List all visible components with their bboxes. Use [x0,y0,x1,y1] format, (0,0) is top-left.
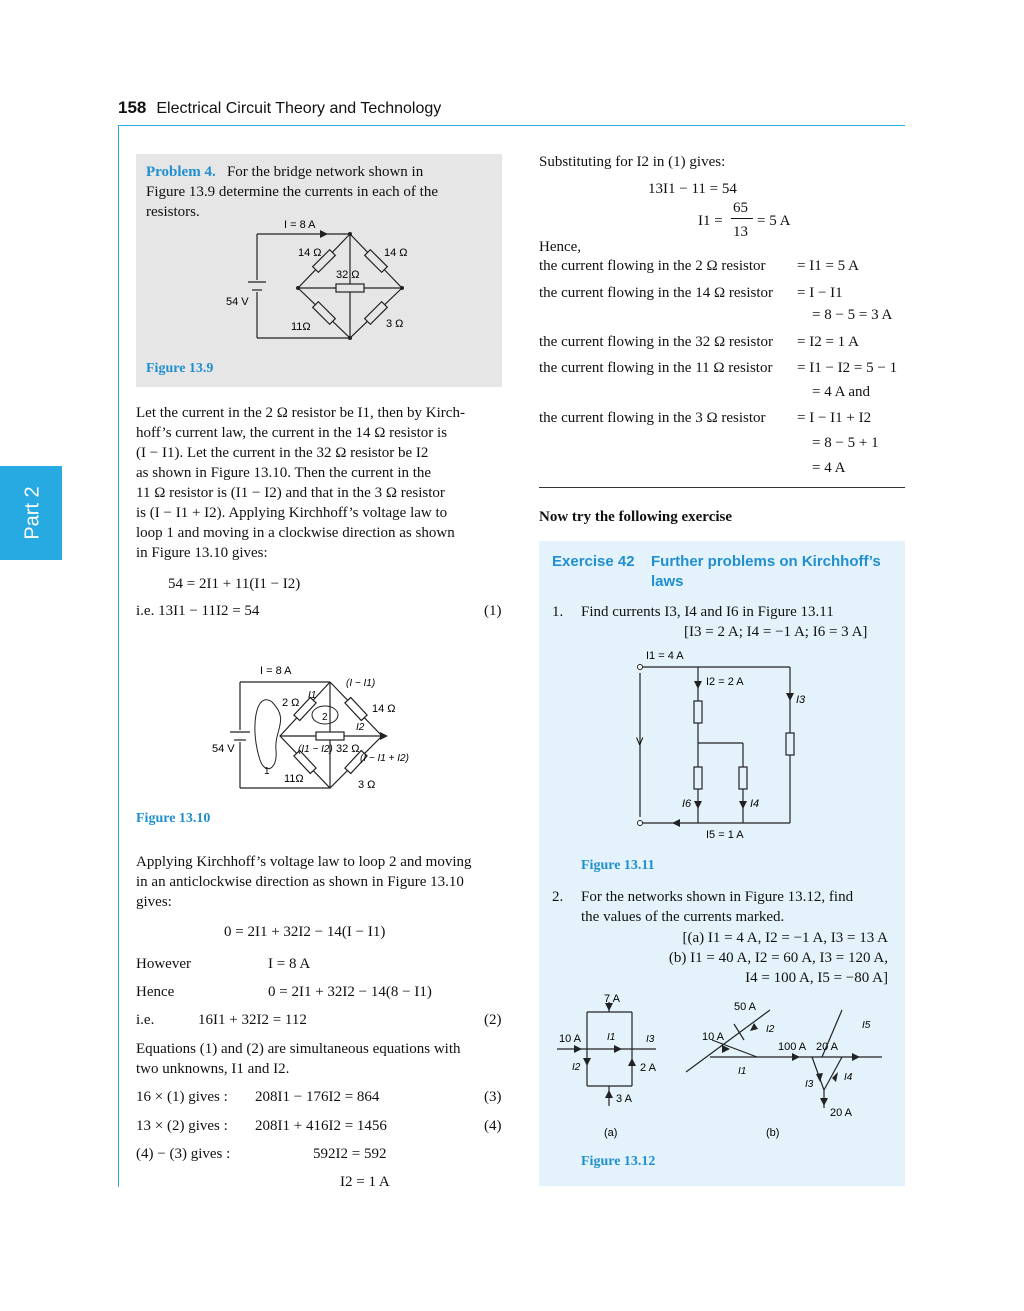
right-c1-label: the current flowing in the 2 Ω resistor [539,258,766,274]
header-rule [118,125,905,126]
row1-equation: 208I1 − 176I2 = 864 [255,1089,380,1105]
row2-equation: 208I1 + 416I2 = 1456 [255,1118,387,1134]
hence-label: Hence [136,984,175,1000]
fig139-r14-label: 14 Ω [384,247,408,259]
problem-line-2: Figure 13.9 determine the currents in each of the [146,184,438,200]
fig1312a-10a-label: 10 A [559,1033,582,1045]
fig1312a-i1-label: I1 [607,1032,616,1043]
fig1312b-i5-label: I5 [862,1020,871,1031]
right-c4-result: = 4 A and [812,384,871,400]
figure-13-12-caption: Figure 13.12 [581,1154,656,1169]
page-header [118,98,441,118]
fig1310-r2-label: 2 Ω [282,697,300,709]
right-c4-label: the current flowing in the 11 Ω resistor [539,360,773,376]
exercise-2-text-2: the values of the currents marked. [581,909,785,925]
fraction-bar [731,218,753,219]
ie-label: i.e. [136,1012,155,1028]
fig1311-i4-label: I4 [750,798,760,810]
equation-1: 54 = 2I1 + 11(I1 − I2) [168,576,301,592]
left-p7: loop 1 and moving in a clockwise direction as shown [136,525,455,541]
fig1312a-i3-label: I3 [646,1034,655,1045]
fig139-voltage-label: 54 V [226,296,249,308]
page-number: 158 [118,98,147,117]
right-c5-step: = 8 − 5 + 1 [812,435,879,451]
left-q1: Applying Kirchhoff’s voltage law to loop 2 and moving [136,854,472,870]
right-s3-numerator: 65 [733,200,748,216]
fig1312b-10a-label: 10 A [702,1031,725,1043]
right-s3-rhs: = 5 A [757,213,791,229]
fig1312b-100a-label: 100 A [778,1041,807,1053]
left-q4: Equations (1) and (2) are simultaneous equations with [136,1041,461,1057]
fig1312a-i2-label: I2 [572,1062,581,1073]
fig1311-i1-label: I1 = 4 A [646,650,684,662]
equation-4: I = 8 A [268,956,311,972]
fig1310-loop1-label: 1 [264,766,270,777]
fig1310-r11-label: 11Ω [284,773,304,785]
row1-number: (3) [484,1089,502,1105]
row3-equation: 592I2 = 592 [313,1146,387,1162]
left-p3: (I − I1). Let the current in the 32 Ω resistor be I2 [136,445,429,461]
right-s1: Substituting for I2 in (1) gives: [539,154,726,170]
right-c2-result: = 8 − 5 = 3 A [812,307,893,323]
right-c3-value: = I2 = 1 A [797,334,859,350]
right-s3-lhs: I1 = [698,213,723,229]
right-c3-label: the current flowing in the 32 Ω resistor [539,334,774,350]
fig1310-i-minus-i1-label: (I − I1) [346,678,376,689]
figure-13-12-diagram [552,990,892,1140]
figure-13-9-diagram [136,210,502,350]
fig139-current-label: I = 8 A [284,219,316,231]
part-tab-label: Part 2 [21,486,44,540]
exercise-2-text-1: For the networks shown in Figure 13.12, find [581,889,854,905]
fig139-r32-label: 32 Ω [336,269,360,281]
fig1310-voltage-label: 54 V [212,743,235,755]
row2-number: (4) [484,1118,502,1134]
fig1312b-20a-bottom-label: 20 A [830,1107,853,1119]
problem-line-1 [146,162,423,182]
fig1310-r32-label: 32 Ω [336,743,360,755]
fig1310-current-label: I = 8 A [260,665,292,677]
right-c1-value: = I1 = 5 A [797,258,859,274]
row3-label: (4) − (3) gives : [136,1146,231,1162]
fig1312a-2a-label: 2 A [640,1062,656,1074]
however-label: However [136,956,191,972]
right-c5-value: = I − I1 + I2 [797,410,872,426]
fig1310-i2-label: I2 [356,722,365,733]
left-p5: 11 Ω resistor is (I1 − I2) and that in the 3 Ω resistor [136,485,445,501]
figure-13-11-caption: Figure 13.11 [581,858,655,873]
part-tab [0,466,62,560]
exercise-2-answer-1: [(a) I1 = 4 A, I2 = −1 A, I3 = 13 A [682,930,888,946]
equation-3: 0 = 2I1 + 32I2 − 14(I − I1) [224,924,386,940]
equation-6-number: (2) [484,1012,502,1028]
equation-6: 16I1 + 32I2 = 112 [198,1012,307,1028]
row1-label: 16 × (1) gives : [136,1089,228,1105]
fig139-r3-label: 3 Ω [386,318,404,330]
exercise-intro: Now try the following exercise [539,509,733,525]
exercise-1-text: Find currents I3, I4 and I6 in Figure 13.11 [581,604,834,620]
fig1312b-i1-label: I1 [738,1066,747,1077]
margin-rule [118,125,119,1187]
figure-13-10-diagram [200,660,430,795]
fig1311-v-label: V [636,736,644,748]
exercise-number: Exercise 42 [552,553,635,570]
fig1312a-7a-label: 7 A [604,993,620,1005]
fig1311-i2-label: I2 = 2 A [706,676,744,688]
fig1310-i1-label: I1 [308,690,317,701]
figure-13-11-diagram [620,645,820,845]
equation-2: i.e. 13I1 − 11I2 = 54 [136,603,260,619]
fig1311-i6-label: I6 [682,798,692,810]
fig139-r11-label: 11Ω [291,321,311,333]
left-q3: gives: [136,894,172,910]
fig1312b-50a-label: 50 A [734,1001,757,1013]
fig1310-i1-minus-i2-label: (I1 − I2) [298,744,333,755]
fig1312a-3a-label: 3 A [616,1093,632,1105]
figure-13-9-caption: Figure 13.9 [146,361,214,376]
left-p1: Let the current in the 2 Ω resistor be I1, then by Kirch- [136,405,465,421]
fig1312b-i3-label: I3 [805,1079,814,1090]
exercise-2-answer-3: I4 = 100 A, I5 = −80 A] [745,970,888,986]
right-c2-value: = I − I1 [797,285,843,301]
problem-text-1: For the bridge network shown in [226,164,424,180]
exercise-title-1: Further problems on Kirchhoff’s [651,553,881,570]
fig1312b-i2-label: I2 [766,1024,775,1035]
exercise-title-2: laws [651,573,684,590]
exercise-2-answer-2: (b) I1 = 40 A, I2 = 60 A, I3 = 120 A, [668,950,888,966]
fig1311-i5-label: I5 = 1 A [706,829,744,841]
left-p2: hoff’s current law, the current in the 14 Ω resistor is [136,425,448,441]
fig1310-i-i1-i2-label: (I − I1 + I2) [360,753,409,764]
right-s3-denominator: 13 [733,224,748,240]
right-hence: Hence, [539,239,582,255]
row4-equation: I2 = 1 A [340,1174,390,1190]
fig1312a-caption: (a) [604,1127,618,1139]
row2-label: 13 × (2) gives : [136,1118,228,1134]
problem-line-3: resistors. [146,204,200,220]
exercise-2-number: 2. [552,889,564,905]
fig139-r2-label: 14 Ω [298,247,322,259]
section-rule [539,487,905,488]
right-s2: 13I1 − 11 = 54 [648,181,737,197]
right-c4-value: = I1 − I2 = 5 − 1 [797,360,898,376]
exercise-1-answer: [I3 = 2 A; I4 = −1 A; I6 = 3 A] [684,624,868,640]
figure-13-10-caption: Figure 13.10 [136,811,211,826]
fig1311-i3-label: I3 [796,694,806,706]
equation-5: 0 = 2I1 + 32I2 − 14(8 − I1) [268,984,432,1000]
fig1310-r3-label: 3 Ω [358,779,376,791]
fig1310-r14-label: 14 Ω [372,703,396,715]
exercise-1-number: 1. [552,604,564,620]
right-c5-label: the current flowing in the 3 Ω resistor [539,410,766,426]
fig1312b-caption: (b) [766,1127,780,1139]
fig1312b-i4-label: I4 [844,1072,853,1083]
fig1310-loop2-label: 2 [322,712,328,723]
left-p4: as shown in Figure 13.10. Then the current in the [136,465,432,481]
right-c2-label: the current flowing in the 14 Ω resistor [539,285,774,301]
fig1312b-20a-label: 20 A [816,1041,839,1053]
problem-label: Problem 4. [146,164,216,180]
left-q2: in an anticlockwise direction as shown in Figure 13.10 [136,874,464,890]
left-q5: two unknowns, I1 and I2. [136,1061,290,1077]
left-p6: is (I − I1 + I2). Applying Kirchhoff’s voltage law to [136,505,448,521]
left-p8: in Figure 13.10 gives: [136,545,268,561]
equation-2-number: (1) [484,603,502,619]
book-title: Electrical Circuit Theory and Technology [156,100,442,117]
right-c5-result: = 4 A [812,460,846,476]
